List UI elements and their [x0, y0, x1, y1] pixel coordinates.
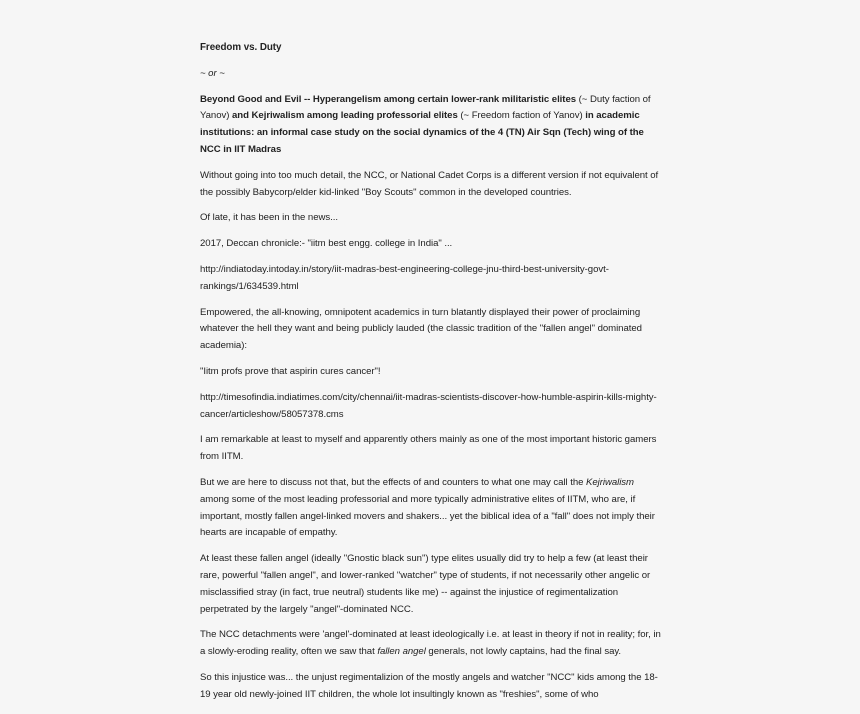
subtitle-part-3: and Kejriwalism among leading professorial elites	[232, 110, 458, 122]
paragraph-kejriwalism	[200, 475, 662, 542]
or-separator: ~ or ~	[200, 67, 225, 79]
subtitle-part-2: (~ Duty faction of Yanov)	[200, 93, 651, 122]
paragraph-toi-url: http://timesofindia.indiatimes.com/city/chennai/iit-madras-scientists-discover-how-humble-aspirin-kills-mighty-cancer/articleshow/58057378.cms	[200, 391, 657, 420]
paragraph-aspirin-headline: "Iitm profs prove that aspirin cures cancer"!	[200, 365, 381, 377]
paragraph-indiatoday-url: http://indiatoday.intoday.in/story/iit-madras-best-engineering-college-jnu-third-best-university-govt-rankings/1/634539.html	[200, 263, 609, 292]
detachments-text-before: The NCC detachments were 'angel'-dominated at least ideologically i.e. at least in theory if not in reality; for, in a slowly-eroding reality, often we saw that	[200, 629, 661, 658]
kejriwalism-text-after: among some of the most leading professorial and more typically administrative elites of IITM, who are, if important, mostly fallen angel-linked movers and shakers... yet the biblical idea of a "fall" does not imply their hearts are incapable of empathy.	[200, 493, 655, 539]
subtitle-part-1: Beyond Good and Evil -- Hyperangelism among certain lower-rank militaristic elites	[200, 93, 577, 105]
kejriwalism-text-before: But we are here to discuss not that, but the effects of and counters to what one may call the	[200, 476, 587, 488]
paragraph-empowered-academics: Empowered, the all-knowing, omnipotent academics in turn blatantly displayed their power of proclaiming whatever the hell they want and being publicly lauded (the classic tradition of the "fallen angel" dominated academia):	[200, 306, 642, 352]
paragraph-gamers: I am remarkable at least to myself and apparently others mainly as one of the most important historic gamers from IITM.	[200, 434, 657, 463]
paragraph-injustice: So this injustice was... the unjust regimentalizion of the mostly angels and watcher "NCC" kids among the 18-19 year old newly-joined IIT children, the whole lot insultingly known as "freshies", some of who	[200, 671, 658, 700]
document-subtitle	[200, 92, 662, 159]
document-title: Freedom vs. Duty	[200, 42, 282, 53]
paragraph-in-the-news: Of late, it has been in the news...	[200, 212, 338, 224]
paragraph-fallen-angel-elites: At least these fallen angel (ideally "Gnostic black sun") type elites usually did try to help a few (at least their rare, powerful "fallen angel", and lower-ranked "watcher" type of students, if not necessarily other angelic or misclassified stray (in fact, true neutral) students like me) -- against the injustice of regimentalization perpetrated by the largely "angel"-dominated NCC.	[200, 553, 651, 615]
paragraph-deccan-chronicle: 2017, Deccan chronicle:- "iitm best engg. college in India" ...	[200, 238, 453, 250]
paragraph-ncc-detachments	[200, 627, 662, 661]
subtitle-part-4: (~ Freedom faction of Yanov)	[457, 110, 586, 122]
kejriwalism-italic: Kejriwalism	[586, 476, 634, 488]
detachments-italic: fallen angel	[377, 646, 426, 658]
document-body	[200, 40, 662, 713]
detachments-text-after: generals, not lowly captains, had the final say.	[425, 646, 622, 658]
subtitle-part-5: in academic institutions: an informal case study on the social dynamics of the 4 (TN) Air Sqn (Tech) wing of the NCC in IIT Madras	[200, 110, 644, 155]
paragraph-ncc-intro: Without going into too much detail, the NCC, or National Cadet Corps is a different version if not equivalent of the possibly Babycorp/elder kid-linked "Boy Scouts" common in the developed countries.	[200, 169, 659, 198]
